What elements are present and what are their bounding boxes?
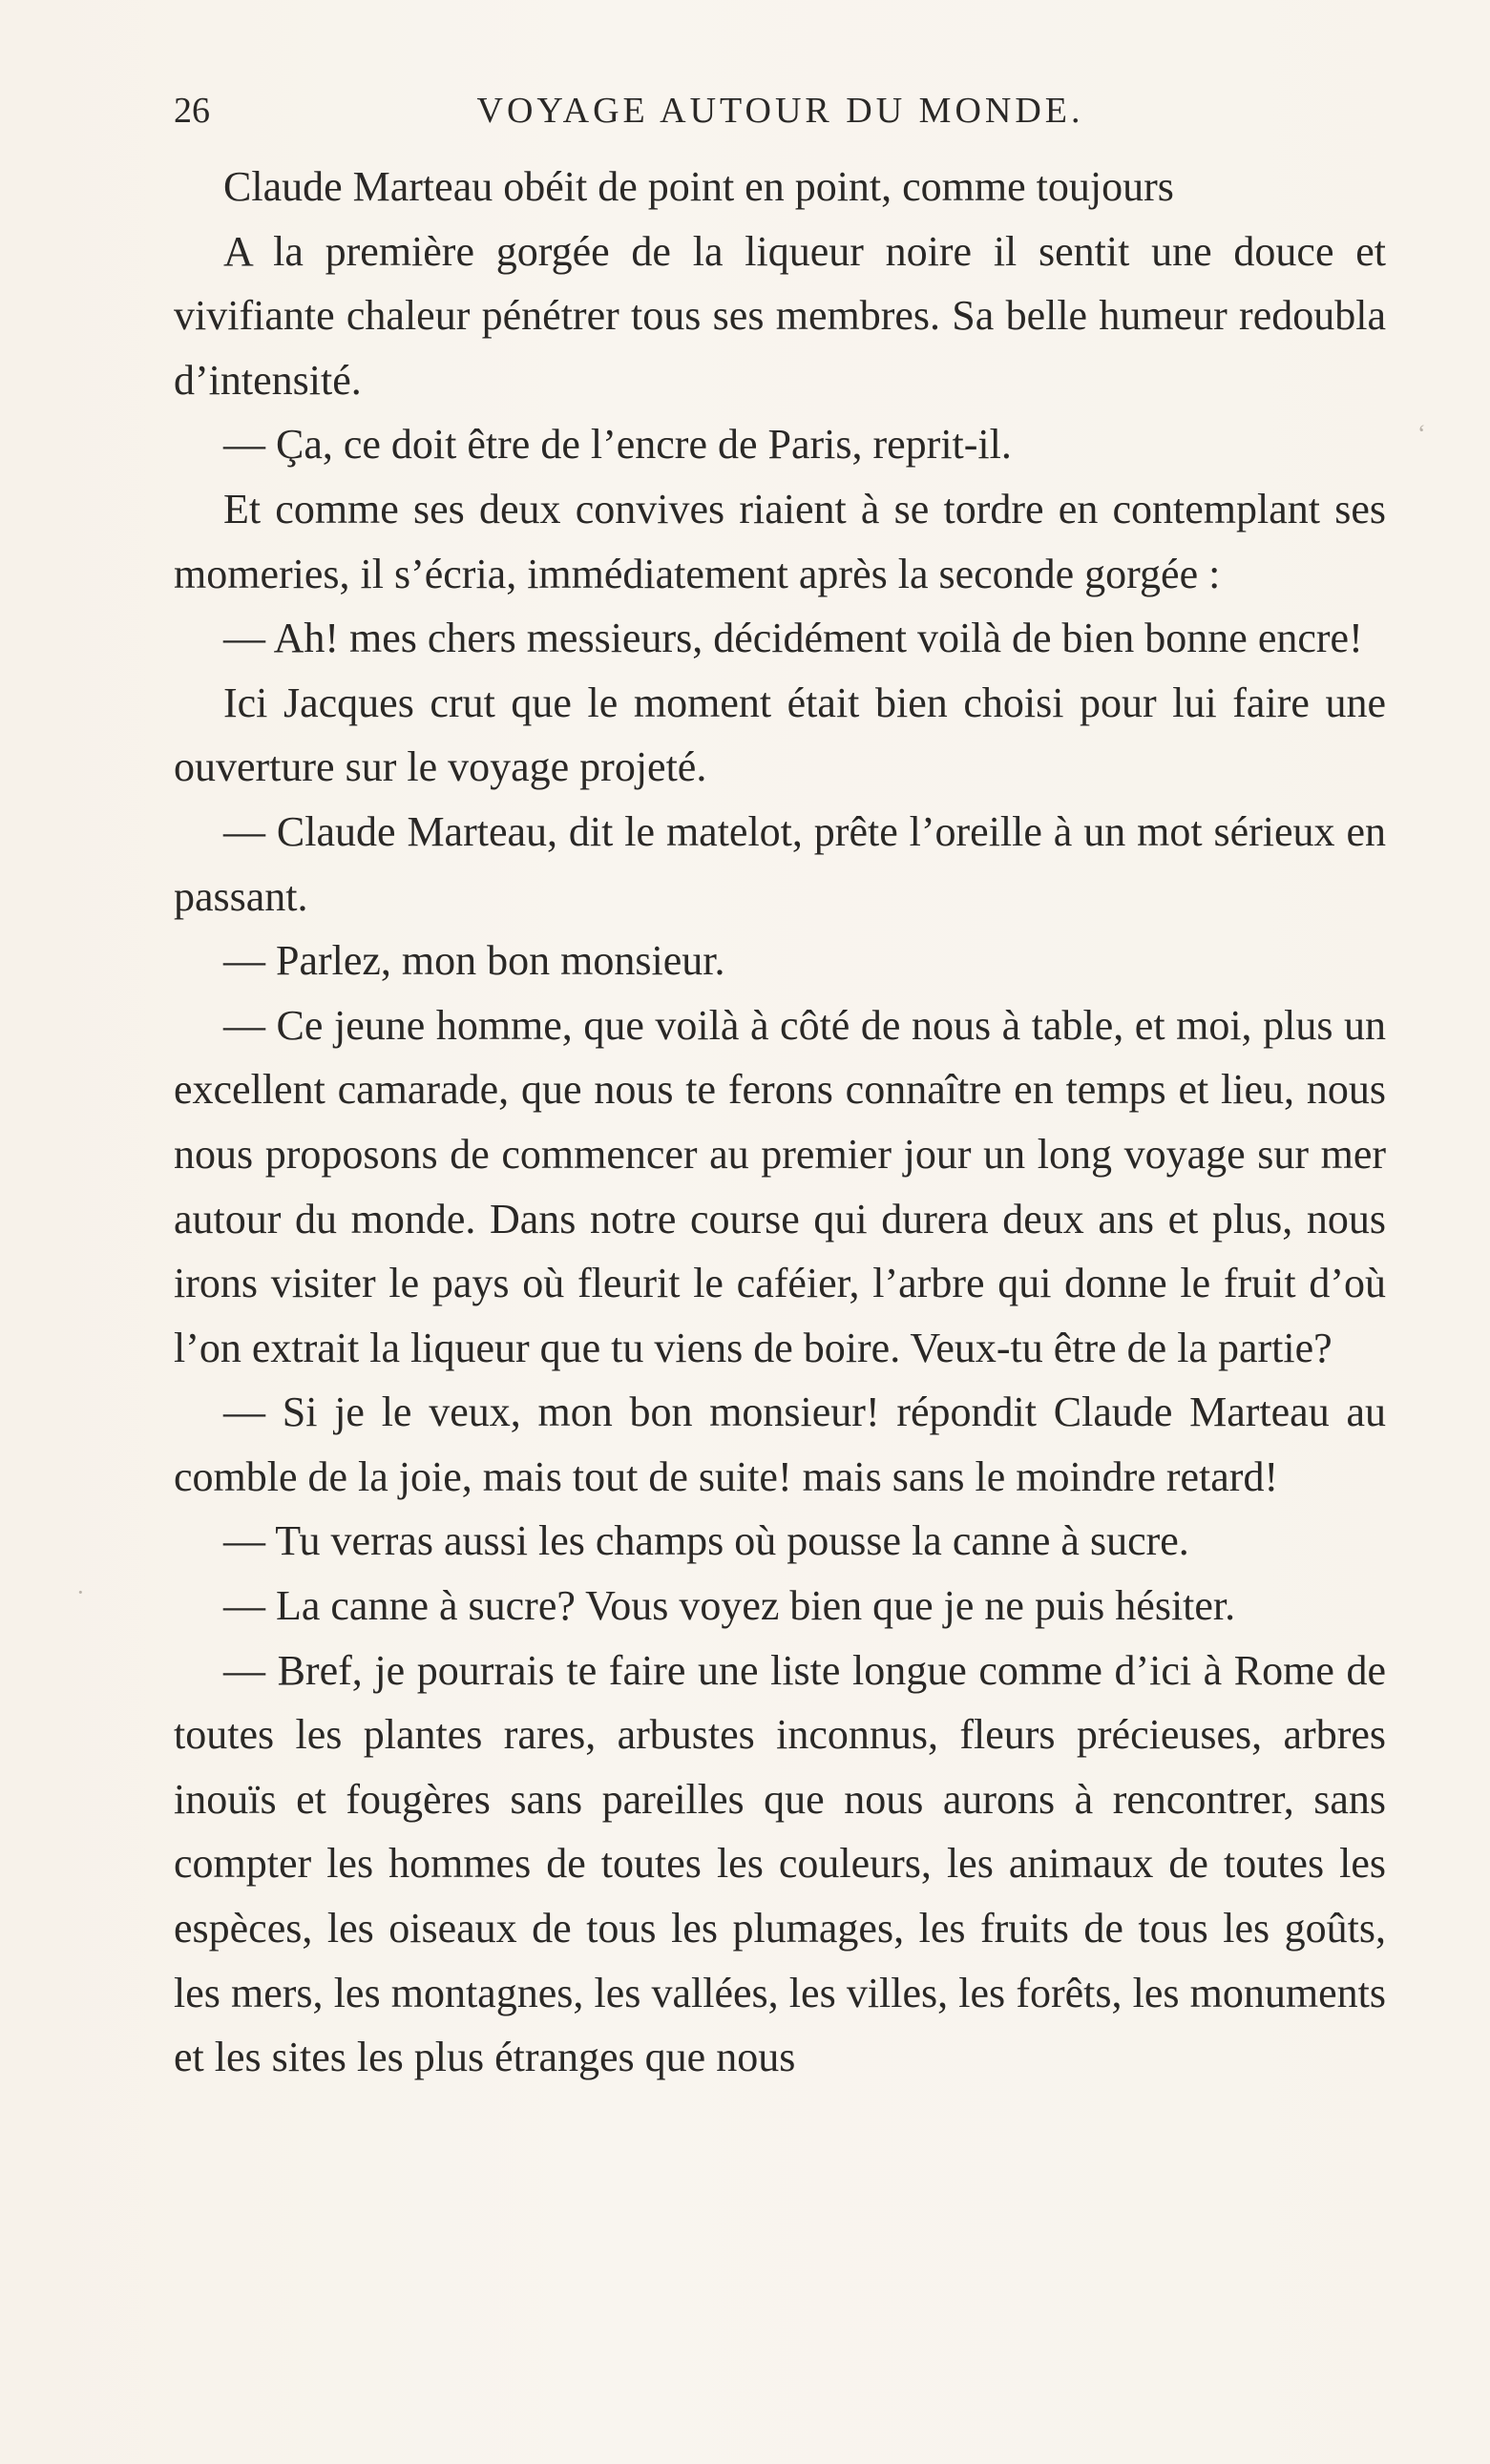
paper-speck: · <box>76 1578 85 1606</box>
paragraph: — Si je le veux, mon bon monsieur! répondit Claude Marteau au comble de la joie, mais tout de suite! mais sans le moindre retard! <box>174 1389 1386 1500</box>
running-head <box>174 88 1387 134</box>
paragraph: — Ah! mes chers messieurs, décidément voilà de bien bonne encre! <box>223 615 1363 662</box>
paper-speck: ‘ <box>1417 420 1426 448</box>
page-number: 26 <box>174 91 210 131</box>
paragraph: Claude Marteau obéit de point en point, comme toujours <box>223 163 1174 210</box>
paragraph: Et comme ses deux convives riaient à se tordre en contemplant ses momeries, il s’écria, immédiatement après la seconde gorgée : <box>174 485 1386 597</box>
paragraph: — Bref, je pourrais te faire une liste longue comme d’ici à Rome de toutes les plantes rares, arbustes inconnus, fleurs précieuses, arbres inouïs et fougères sans pareilles que nous aurons à rencontrer, sans compter les hommes de toutes les couleurs, les animaux de toutes les espèces, les oiseaux de tous les plumages, les fruits de tous les goûts, les mers, les montagnes, les vallées, les villes, les forêts, les monuments et les sites les plus étranges que nous <box>174 1646 1386 2081</box>
paragraph: A la première gorgée de la liqueur noire il sentit une douce et vivifiante chaleur pénétrer tous ses membres. Sa belle humeur redoubla d’intensité. <box>174 227 1386 404</box>
paragraph: — Ça, ce doit être de l’encre de Paris, reprit-il. <box>223 421 1012 469</box>
body-text <box>174 155 1386 2090</box>
paragraph: — Ce jeune homme, que voilà à côté de nous à table, et moi, plus un excellent camarade, que nous te ferons connaître en temps et lieu, nous nous proposons de commencer au premier jour un long voyage sur mer autour du monde. Dans notre course qui durera deux ans et plus, nous irons visiter le pays où fleurit le caféier, l’arbre qui donne le fruit d’où l’on extrait la liqueur que tu viens de boire. Veux-tu être de la partie? <box>174 1001 1386 1371</box>
paragraph: Ici Jacques crut que le moment était bien choisi pour lui faire une ouverture sur le voyage projeté. <box>174 679 1386 791</box>
paragraph: — Parlez, mon bon monsieur. <box>223 937 725 985</box>
paragraph: — La canne à sucre? Vous voyez bien que je ne puis hésiter. <box>223 1582 1236 1630</box>
paragraph: — Tu verras aussi les champs où pousse la canne à sucre. <box>223 1517 1189 1565</box>
running-title: VOYAGE AUTOUR DU MONDE. <box>476 91 1084 131</box>
paragraph: — Claude Marteau, dit le matelot, prête l’oreille à un mot sérieux en passant. <box>174 807 1386 920</box>
